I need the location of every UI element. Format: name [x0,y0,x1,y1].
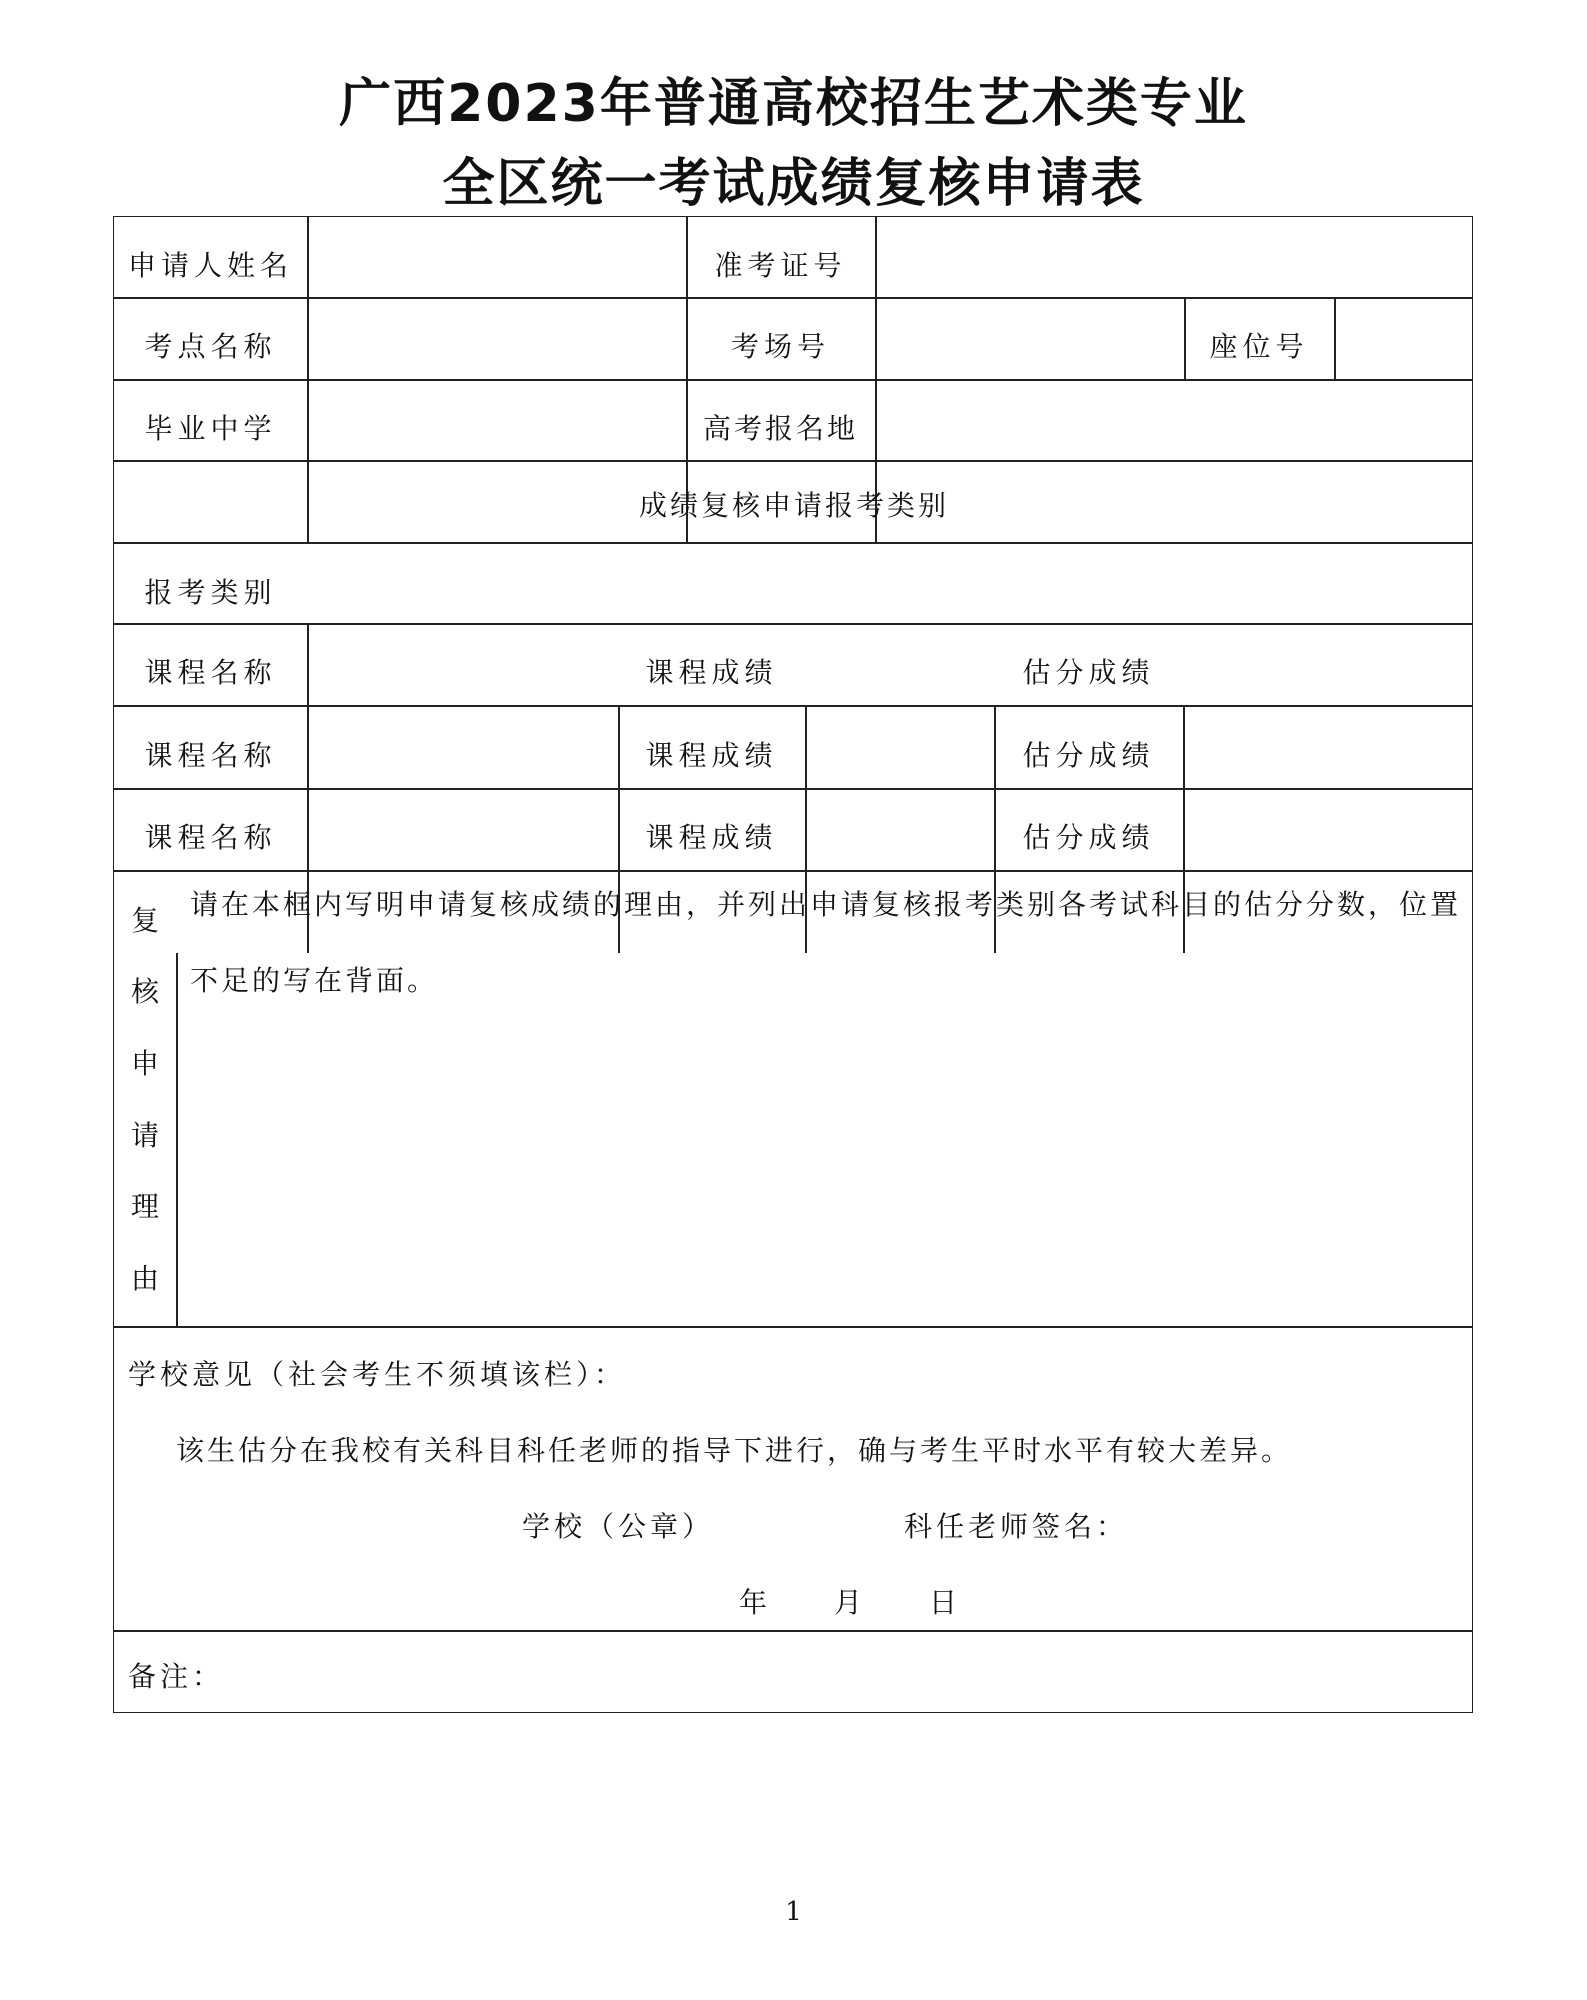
estimated-score-field[interactable] [1183,788,1474,870]
school-opinion-label: 学校意见（社会考生不须填该栏）： [128,1358,627,1391]
exam-room-field[interactable] [875,297,1184,379]
reason-instruction[interactable]: 请在本框内写明申请复核成绩的理由，并列出申请复核报考类别各考试科目的估分分数，位置不足的写在背面。 [190,888,1462,997]
course-score-label: 课程成绩 [645,821,778,854]
course-score-field[interactable] [805,788,994,870]
form-title-line1: 广西2023年普通高校招生艺术类专业 [339,74,1248,134]
estimated-score-label: 估分成绩 [1022,821,1155,854]
graduation-school-field[interactable] [307,379,686,460]
registration-place-label: 高考报名地 [702,411,858,445]
admission-ticket-label: 准考证号 [714,249,847,282]
reason-side-char: 由 [130,1262,159,1296]
registration-place-field[interactable] [875,379,1474,460]
estimated-score-label: 估分成绩 [1022,656,1155,689]
course-score-field[interactable] [805,705,994,788]
estimated-score-label: 估分成绩 [1022,738,1155,772]
date-year: 年 [739,1586,772,1619]
reason-side-char: 请 [130,1118,159,1152]
reason-side-label [114,871,176,1325]
exam-room-label: 考场号 [730,330,830,363]
course-name-label: 课程名称 [144,738,277,772]
row-divider [114,1630,1472,1632]
reason-side-char: 申 [130,1047,159,1081]
school-opinion-text: 该生估分在我校有关科目科任老师的指导下进行，确与考生平时水平有较大差异。 [176,1434,1293,1467]
applicant-name-label: 申请人姓名 [127,249,293,282]
page-number: 1 [785,1897,802,1927]
course-score-label: 课程成绩 [645,738,778,772]
category-section-title: 成绩复核申请报考类别 [638,489,949,522]
row-divider [114,1326,1472,1328]
form-title-line2: 全区统一考试成绩复核申请表 [442,154,1145,214]
exam-site-field[interactable] [307,297,686,379]
reason-side-char: 理 [130,1190,159,1224]
exam-site-label: 考点名称 [144,330,277,363]
seat-label: 座位号 [1209,330,1309,363]
seat-field[interactable] [1334,297,1474,379]
category-field[interactable] [307,542,1474,623]
date-day: 日 [929,1586,962,1619]
course-score-field[interactable] [805,623,994,705]
estimated-score-field[interactable] [1183,705,1474,788]
remarks-label[interactable]: 备注： [128,1660,225,1693]
reason-side-char: 复 [130,903,159,937]
admission-ticket-field[interactable] [875,217,1474,297]
course-name-label: 课程名称 [144,821,277,854]
course-name-field[interactable] [307,788,618,870]
graduation-school-label: 毕业中学 [144,411,277,445]
reason-side-char: 核 [130,975,159,1009]
teacher-sign-label[interactable]: 科任老师签名： [904,1510,1129,1543]
course-name-label: 课程名称 [144,656,277,689]
applicant-name-field[interactable] [307,217,686,297]
date-month: 月 [834,1586,867,1619]
estimated-score-field[interactable] [1183,623,1474,705]
category-label: 报考类别 [144,575,277,609]
course-name-field[interactable] [307,705,618,788]
review-application-form [113,216,1473,1713]
course-score-label: 课程成绩 [645,656,778,689]
course-name-field[interactable] [307,623,618,705]
school-seal-label: 学校（公章） [522,1510,715,1543]
col-divider [176,953,178,1326]
